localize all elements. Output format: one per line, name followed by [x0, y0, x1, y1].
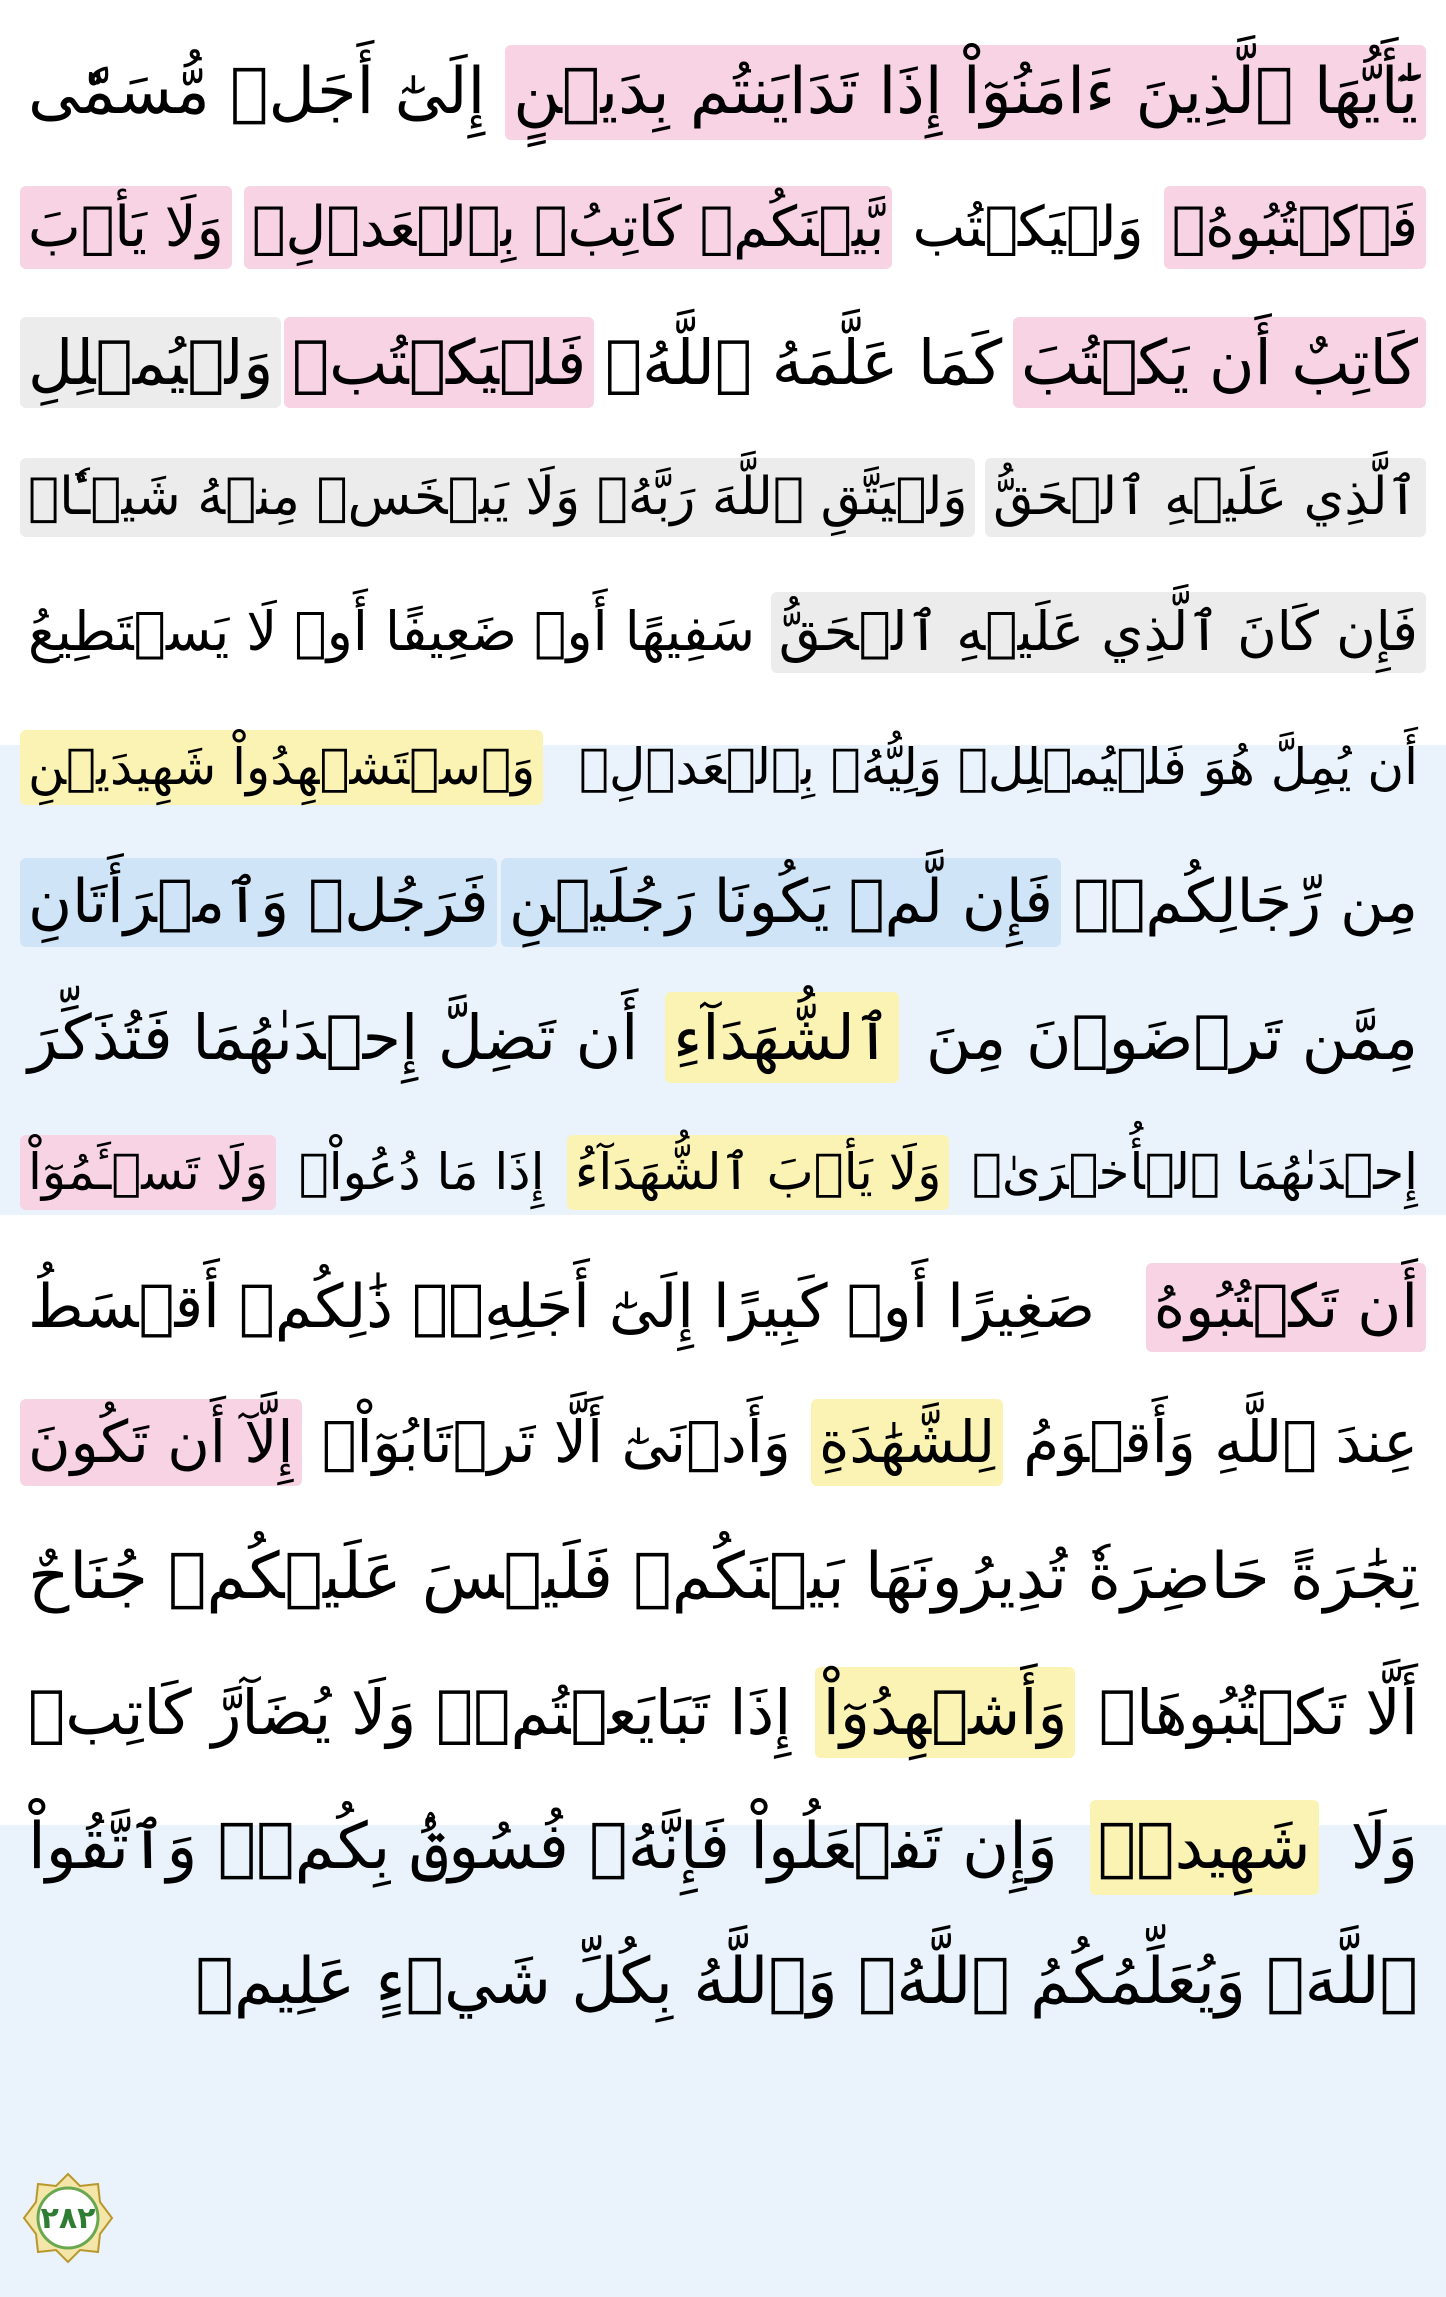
verse-text: إِحۡدَىٰهُمَا ٱلۡأُخۡرَىٰۚ [971, 1142, 1418, 1201]
verse-text: أَلَّا تَكۡتُبُوهَاۗ [1098, 1675, 1418, 1749]
highlighted-phrase: إِلَّآ أَن تَكُونَ [20, 1399, 302, 1485]
verse-line [20, 25, 1426, 160]
verse-text: أَن يُمِلَّ هُوَ فَلۡيُمۡلِلۡ وَلِيُّهُۥ بِٱلۡعَدۡلِۚ [579, 737, 1418, 796]
verse-line [20, 835, 1426, 970]
highlighted-phrase: وَلۡيَتَّقِ ٱللَّهَ رَبَّهُۥ وَلَا يَبۡخَسۡ مِنۡهُ شَيۡـٔٗاۚ [20, 458, 975, 536]
highlighted-phrase: أَن تَكۡتُبُوهُ [1146, 1263, 1426, 1352]
highlighted-phrase: شَهِيدٞۚ [1090, 1800, 1319, 1894]
highlighted-phrase: وَٱسۡتَشۡهِدُواْ شَهِيدَيۡنِ [20, 730, 543, 806]
verse-line [20, 700, 1426, 835]
highlighted-phrase: فَإِن كَانَ ٱلَّذِي عَلَيۡهِ ٱلۡحَقُّ [771, 592, 1426, 673]
verse-line [20, 430, 1426, 565]
highlighted-phrase: وَلَا يَأۡبَ ٱلشُّهَدَآءُ [567, 1135, 950, 1211]
verse-text: أَن تَضِلَّ إِحۡدَىٰهُمَا فَتُذَكِّرَ [28, 1000, 639, 1074]
highlighted-phrase: بَّيۡنَكُمۡ كَاتِبُۢ بِٱلۡعَدۡلِۚ [244, 186, 892, 270]
verse-text: مِمَّن تَرۡضَوۡنَ مِنَ [925, 1000, 1418, 1074]
page-number: ٢٨٢ [40, 2200, 96, 2236]
page-number-badge [22, 2172, 114, 2264]
verse-line [20, 565, 1426, 700]
highlighted-phrase: فَٱكۡتُبُوهُۚ [1164, 186, 1426, 270]
verse-text: مِن رِّجَالِكُمۡۖ [1073, 867, 1418, 937]
highlighted-phrase: فَلۡيَكۡتُبۡ [284, 317, 594, 409]
verse-line [20, 970, 1426, 1105]
verse-line [20, 1375, 1426, 1510]
verse-line [20, 160, 1426, 295]
verse-text: كَمَا عَلَّمَهُ ٱللَّهُۚ [604, 325, 1003, 399]
verse-line [20, 1510, 1426, 1645]
highlighted-phrase: وَأَشۡهِدُوٓاْ [815, 1667, 1076, 1759]
highlighted-phrase: وَلۡيُمۡلِلِ [20, 317, 281, 409]
verse-text: وَلَا [1350, 1810, 1418, 1885]
verse-line [20, 1780, 1426, 1915]
highlighted-phrase: يَٰٓأَيُّهَا ٱلَّذِينَ ءَامَنُوٓاْ إِذَا تَدَايَنتُم بِدَيۡنٍ [505, 45, 1426, 139]
highlighted-phrase: فَرَجُلٞ وَٱمۡرَأَتَانِ [20, 858, 497, 947]
highlighted-phrase: وَلَا يَأۡبَ [20, 186, 232, 270]
verse-text: إِذَا مَا دُعُواْۚ [298, 1142, 545, 1201]
verse-text: إِذَا تَبَايَعۡتُمۡۚ وَلَا يُضَآرَّ كَاتِبٞ [28, 1675, 792, 1749]
verse-line [20, 295, 1426, 430]
highlighted-phrase: فَإِن لَّمۡ يَكُونَا رَجُلَيۡنِ [501, 858, 1061, 947]
verse-text: وَإِن تَفۡعَلُواْ فَإِنَّهُۥ فُسُوقُۢ بِكُمۡۗ وَٱتَّقُواْ [28, 1810, 1058, 1885]
verse-line [20, 1240, 1426, 1375]
verse-line [20, 1645, 1426, 1780]
verse-line [20, 1105, 1426, 1240]
verse-text: عِندَ ٱللَّهِ وَأَقۡوَمُ [1023, 1408, 1418, 1477]
verse-text: تِجَٰرَةً حَاضِرَةٗ تُدِيرُونَهَا بَيۡنَكُمۡ فَلَيۡسَ عَلَيۡكُمۡ جُنَاحٌ [28, 1540, 1418, 1615]
highlighted-phrase: كَاتِبٌ أَن يَكۡتُبَ [1013, 317, 1426, 409]
verse-line [20, 1915, 1426, 2050]
verse-text: صَغِيرًا أَوۡ كَبِيرًا إِلَىٰٓ أَجَلِهِۦۚ ذَٰلِكُمۡ أَقۡسَطُ [28, 1272, 1096, 1342]
verse-text: سَفِيهًا أَوۡ ضَعِيفًا أَوۡ لَا يَسۡتَطِيعُ [28, 600, 755, 664]
verse-text: ٱللَّهَۖ وَيُعَلِّمُكُمُ ٱللَّهُۗ وَٱللَّهُ بِكُلِّ شَيۡءٍ عَلِيمٞ [195, 1945, 1418, 2020]
highlighted-phrase: لِلشَّهَٰدَةِ [811, 1399, 1003, 1485]
highlighted-phrase: ٱلشُّهَدَآءِ [665, 992, 899, 1084]
verse-text: وَلۡيَكۡتُب [912, 194, 1144, 260]
verse-text: وَأَدۡنَىٰٓ أَلَّا تَرۡتَابُوٓاْۖ [321, 1408, 791, 1477]
highlighted-phrase: ٱلَّذِي عَلَيۡهِ ٱلۡحَقُّ [985, 458, 1426, 536]
verse-text: إِلَىٰٓ أَجَلٖ مُّسَمّٗى [28, 55, 486, 130]
highlighted-phrase: وَلَا تَسۡـَٔمُوٓاْ [20, 1135, 276, 1211]
